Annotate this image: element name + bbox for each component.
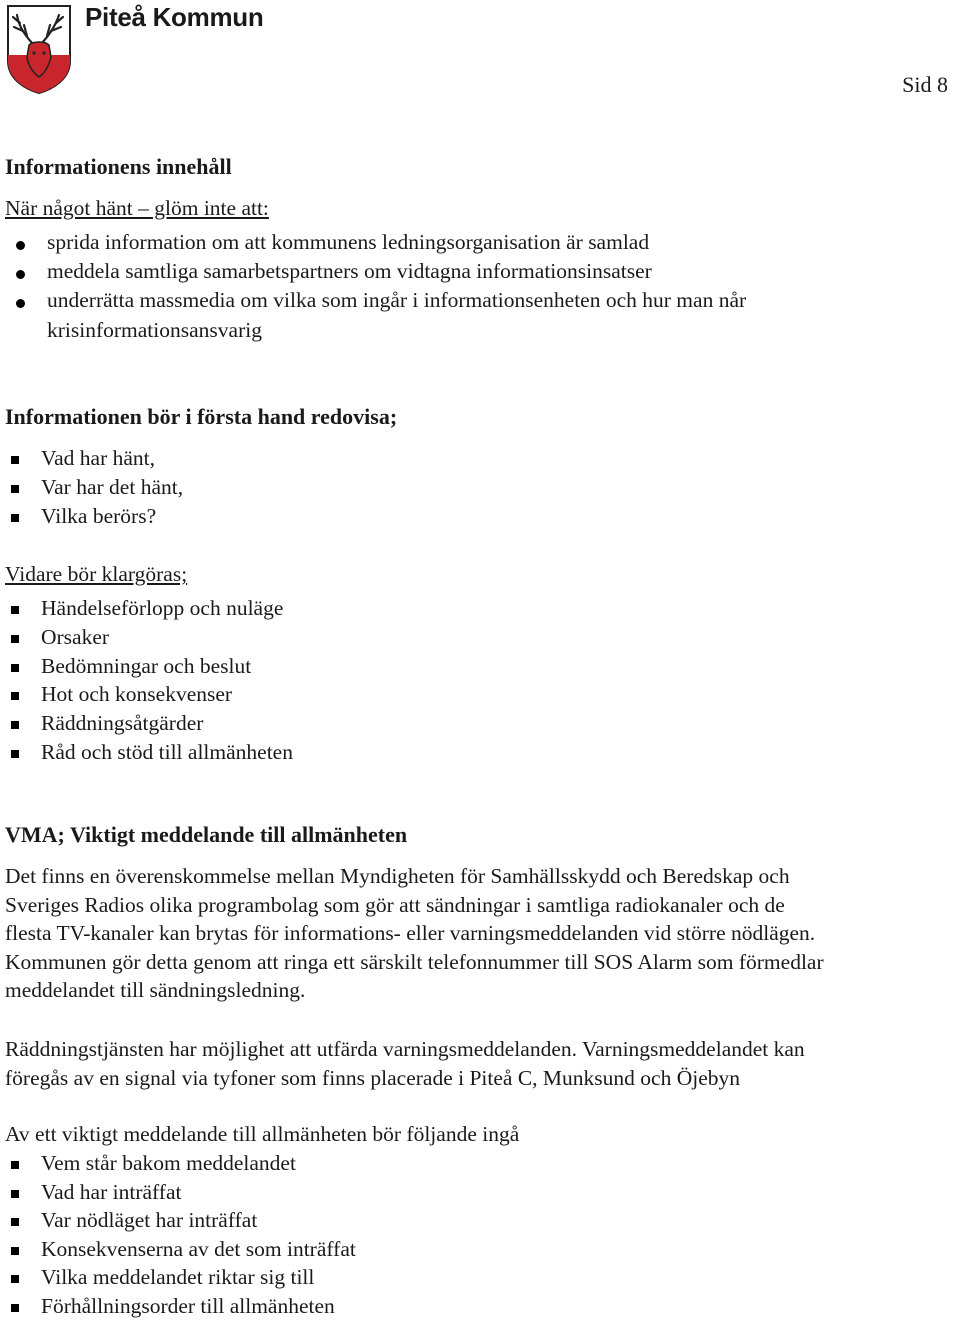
bullet-dot-icon — [16, 270, 25, 279]
list-item: Vem står bakom meddelandet — [41, 1151, 296, 1175]
list-item: Vilka berörs? — [41, 504, 157, 528]
list-item: underrätta massmedia om vilka som ingår i informationsenheten och hur man når — [47, 288, 747, 312]
bullet-square-icon — [11, 485, 19, 493]
list-item: Vilka meddelandet riktar sig till — [41, 1265, 315, 1289]
list-item-continuation: krisinformationsansvarig — [47, 318, 262, 342]
list-item: Var nödläget har inträffat — [41, 1208, 258, 1232]
list-item: Vad har hänt, — [41, 446, 156, 470]
pitea-kommun-logo — [5, 3, 73, 95]
bullet-square-icon — [11, 1218, 19, 1226]
section-intro: När något hänt – glöm inte att: — [5, 196, 269, 220]
list-item: Hot och konsekvenser — [41, 682, 233, 706]
section-heading-redovisa: Informationen bör i första hand redovisa; — [5, 404, 398, 429]
bullet-square-icon — [11, 692, 19, 700]
paragraph-line: Räddningstjänsten har möjlighet att utfärda varningsmeddelanden. Varningsmeddelandet kan — [5, 1037, 805, 1061]
list-item: Var har det hänt, — [41, 475, 184, 499]
section-heading-informationens-innehall: Informationens innehåll — [5, 154, 232, 179]
paragraph-line: flesta TV-kanaler kan brytas för informations- eller varningsmeddelanden vid större nödlägen. — [5, 921, 816, 946]
square-bullet-list-vma — [5, 1151, 605, 1321]
bullet-dot-icon — [16, 299, 25, 308]
paragraph-raddningstjansten — [5, 1035, 805, 1092]
list-item: Räddningsåtgärder — [41, 711, 204, 735]
paragraph-vma-agreement — [5, 862, 824, 1005]
square-bullet-list-klargoras — [5, 596, 605, 776]
list-item: Vad har inträffat — [41, 1180, 182, 1204]
bullet-square-icon — [11, 606, 19, 614]
bullet-square-icon — [11, 1161, 19, 1169]
bullet-square-icon — [11, 721, 19, 729]
bullet-square-icon — [11, 1275, 19, 1283]
brand-name: Piteå Kommun — [85, 2, 264, 32]
bullet-square-icon — [11, 456, 19, 464]
bullet-square-icon — [11, 635, 19, 643]
reindeer-crest-icon — [5, 3, 73, 95]
paragraph-line: Det finns en överenskommelse mellan Myndigheten för Samhällsskydd och Beredskap och — [5, 864, 790, 888]
list-intro: Av ett viktigt meddelande till allmänheten bör följande ingå — [5, 1122, 520, 1146]
page-number: Sid 8 — [902, 72, 948, 97]
list-item: sprida information om att kommunens ledningsorganisation är samlad — [47, 230, 650, 254]
bullet-dot-icon — [16, 241, 25, 250]
paragraph-line: Sveriges Radios olika programbolag som gör att sändningar i samtliga radiokanaler och de — [5, 892, 785, 917]
list-item: Förhållningsorder till allmänheten — [41, 1294, 335, 1318]
list-item: Råd och stöd till allmänheten — [41, 740, 293, 764]
paragraph-line: meddelandet till sändningsledning. — [5, 978, 306, 1003]
list-item: meddela samtliga samarbetspartners om vidtagna informationsinsatser — [47, 259, 652, 283]
list-item: Konsekvenserna av det som inträffat — [41, 1237, 356, 1261]
paragraph-line: Kommunen gör detta genom att ringa ett särskilt telefonnummer till SOS Alarm som förmedlar — [5, 949, 824, 974]
bullet-square-icon — [11, 514, 19, 522]
bullet-square-icon — [11, 664, 19, 672]
bullet-square-icon — [11, 1190, 19, 1198]
paragraph-line: föregås av en signal via tyfoner som finns placerade i Piteå C, Munksund och Öjebyn — [5, 1065, 740, 1090]
list-item: Orsaker — [41, 625, 110, 649]
bullet-list-innehall — [5, 230, 945, 350]
bullet-square-icon — [11, 1247, 19, 1255]
section-heading-vma: VMA; Viktigt meddelande till allmänheten — [5, 822, 408, 847]
list-item: Bedömningar och beslut — [41, 654, 252, 678]
bullet-square-icon — [11, 750, 19, 758]
list-item: Händelseförlopp och nuläge — [41, 596, 284, 620]
section-heading-klargoras: Vidare bör klargöras; — [5, 562, 188, 586]
square-bullet-list-redovisa — [5, 446, 605, 536]
bullet-square-icon — [11, 1304, 19, 1312]
